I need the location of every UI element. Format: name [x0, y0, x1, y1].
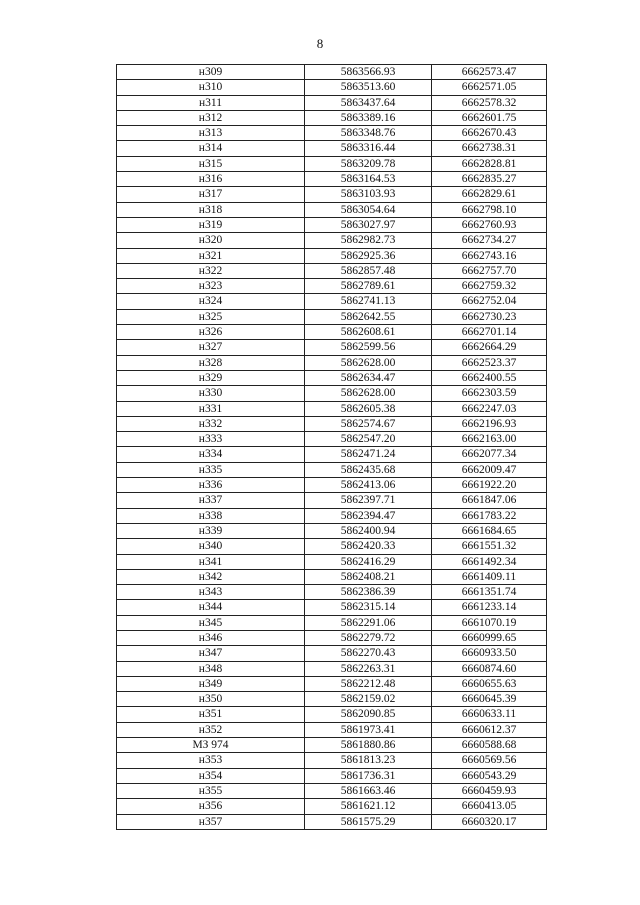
x-coordinate-cell: 5863513.60	[305, 80, 432, 95]
x-coordinate-cell: 5863164.53	[305, 172, 432, 187]
table-row	[117, 569, 547, 584]
y-coordinate-cell: 6662759.32	[432, 279, 547, 294]
y-coordinate-cell: 6662664.29	[432, 340, 547, 355]
table-row	[117, 768, 547, 783]
y-coordinate-cell: 6662400.55	[432, 370, 547, 385]
point-name-cell: н352	[117, 722, 305, 737]
table-row	[117, 676, 547, 691]
x-coordinate-cell: 5861736.31	[305, 768, 432, 783]
x-coordinate-cell: 5862408.21	[305, 569, 432, 584]
y-coordinate-cell: 6661233.14	[432, 600, 547, 615]
x-coordinate-cell: 5862090.85	[305, 707, 432, 722]
point-name-cell: н351	[117, 707, 305, 722]
table-row	[117, 738, 547, 753]
table-row	[117, 600, 547, 615]
x-coordinate-cell: 5862270.43	[305, 646, 432, 661]
table-row	[117, 432, 547, 447]
y-coordinate-cell: 6662303.59	[432, 386, 547, 401]
table-row	[117, 783, 547, 798]
point-name-cell: н324	[117, 294, 305, 309]
table-row	[117, 141, 547, 156]
table-row	[117, 217, 547, 232]
table-row	[117, 65, 547, 80]
y-coordinate-cell: 6660459.93	[432, 783, 547, 798]
table-row	[117, 325, 547, 340]
table-row	[117, 156, 547, 171]
x-coordinate-cell: 5861813.23	[305, 753, 432, 768]
point-name-cell: н312	[117, 110, 305, 125]
x-coordinate-cell: 5862982.73	[305, 233, 432, 248]
x-coordinate-cell: 5863389.16	[305, 110, 432, 125]
x-coordinate-cell: 5862608.61	[305, 325, 432, 340]
y-coordinate-cell: 6660999.65	[432, 630, 547, 645]
y-coordinate-cell: 6661551.32	[432, 539, 547, 554]
table-row	[117, 646, 547, 661]
table-row	[117, 447, 547, 462]
point-name-cell: н346	[117, 630, 305, 645]
y-coordinate-cell: 6661684.65	[432, 523, 547, 538]
point-name-cell: н338	[117, 508, 305, 523]
x-coordinate-cell: 5862605.38	[305, 401, 432, 416]
point-name-cell: н335	[117, 462, 305, 477]
point-name-cell: н326	[117, 325, 305, 340]
x-coordinate-cell: 5862789.61	[305, 279, 432, 294]
point-name-cell: н316	[117, 172, 305, 187]
point-name-cell: н310	[117, 80, 305, 95]
point-name-cell: н334	[117, 447, 305, 462]
y-coordinate-cell: 6661070.19	[432, 615, 547, 630]
y-coordinate-cell: 6662734.27	[432, 233, 547, 248]
x-coordinate-cell: 5862634.47	[305, 370, 432, 385]
point-name-cell: н327	[117, 340, 305, 355]
x-coordinate-cell: 5862159.02	[305, 692, 432, 707]
table-row	[117, 309, 547, 324]
y-coordinate-cell: 6661783.22	[432, 508, 547, 523]
y-coordinate-cell: 6662701.14	[432, 325, 547, 340]
point-name-cell: н319	[117, 217, 305, 232]
x-coordinate-cell: 5862925.36	[305, 248, 432, 263]
y-coordinate-cell: 6660633.11	[432, 707, 547, 722]
point-name-cell: н322	[117, 263, 305, 278]
x-coordinate-cell: 5862547.20	[305, 432, 432, 447]
point-name-cell: МЗ 974	[117, 738, 305, 753]
y-coordinate-cell: 6662752.04	[432, 294, 547, 309]
table-row	[117, 294, 547, 309]
x-coordinate-cell: 5863348.76	[305, 126, 432, 141]
point-name-cell: н341	[117, 554, 305, 569]
y-coordinate-cell: 6661409.11	[432, 569, 547, 584]
point-name-cell: н309	[117, 65, 305, 80]
y-coordinate-cell: 6662829.61	[432, 187, 547, 202]
point-name-cell: н318	[117, 202, 305, 217]
y-coordinate-cell: 6662798.10	[432, 202, 547, 217]
table-row	[117, 585, 547, 600]
x-coordinate-cell: 5863027.97	[305, 217, 432, 232]
x-coordinate-cell: 5863566.93	[305, 65, 432, 80]
table-row	[117, 630, 547, 645]
y-coordinate-cell: 6662738.31	[432, 141, 547, 156]
table-row	[117, 248, 547, 263]
x-coordinate-cell: 5862574.67	[305, 416, 432, 431]
x-coordinate-cell: 5862741.13	[305, 294, 432, 309]
x-coordinate-cell: 5862263.31	[305, 661, 432, 676]
y-coordinate-cell: 6662730.23	[432, 309, 547, 324]
table-row	[117, 554, 547, 569]
point-name-cell: н356	[117, 799, 305, 814]
table-row	[117, 355, 547, 370]
x-coordinate-cell: 5862279.72	[305, 630, 432, 645]
y-coordinate-cell: 6662247.03	[432, 401, 547, 416]
point-name-cell: н357	[117, 814, 305, 829]
point-name-cell: н317	[117, 187, 305, 202]
table-row	[117, 462, 547, 477]
point-name-cell: н350	[117, 692, 305, 707]
point-name-cell: н330	[117, 386, 305, 401]
table-row	[117, 202, 547, 217]
point-name-cell: н353	[117, 753, 305, 768]
table-row	[117, 80, 547, 95]
x-coordinate-cell: 5863209.78	[305, 156, 432, 171]
table-row	[117, 340, 547, 355]
x-coordinate-cell: 5862315.14	[305, 600, 432, 615]
y-coordinate-cell: 6662077.34	[432, 447, 547, 462]
table-row	[117, 615, 547, 630]
x-coordinate-cell: 5862394.47	[305, 508, 432, 523]
x-coordinate-cell: 5862599.56	[305, 340, 432, 355]
table-row	[117, 370, 547, 385]
x-coordinate-cell: 5862386.39	[305, 585, 432, 600]
y-coordinate-cell: 6660543.29	[432, 768, 547, 783]
point-name-cell: н354	[117, 768, 305, 783]
x-coordinate-cell: 5862471.24	[305, 447, 432, 462]
table-row	[117, 523, 547, 538]
x-coordinate-cell: 5862291.06	[305, 615, 432, 630]
y-coordinate-cell: 6661847.06	[432, 493, 547, 508]
x-coordinate-cell: 5863316.44	[305, 141, 432, 156]
y-coordinate-cell: 6661351.74	[432, 585, 547, 600]
table-row	[117, 814, 547, 829]
table-row	[117, 707, 547, 722]
point-name-cell: н355	[117, 783, 305, 798]
y-coordinate-cell: 6662835.27	[432, 172, 547, 187]
y-coordinate-cell: 6660413.05	[432, 799, 547, 814]
x-coordinate-cell: 5861575.29	[305, 814, 432, 829]
table-row	[117, 386, 547, 401]
y-coordinate-cell: 6662009.47	[432, 462, 547, 477]
coordinates-table-body	[117, 65, 547, 830]
point-name-cell: н325	[117, 309, 305, 324]
table-row	[117, 661, 547, 676]
point-name-cell: н328	[117, 355, 305, 370]
point-name-cell: н349	[117, 676, 305, 691]
point-name-cell: н314	[117, 141, 305, 156]
y-coordinate-cell: 6662601.75	[432, 110, 547, 125]
table-row	[117, 279, 547, 294]
x-coordinate-cell: 5862420.33	[305, 539, 432, 554]
x-coordinate-cell: 5862642.55	[305, 309, 432, 324]
table-row	[117, 233, 547, 248]
table-row	[117, 172, 547, 187]
point-name-cell: н336	[117, 478, 305, 493]
y-coordinate-cell: 6661922.20	[432, 478, 547, 493]
table-row	[117, 753, 547, 768]
y-coordinate-cell: 6660933.50	[432, 646, 547, 661]
x-coordinate-cell: 5861663.46	[305, 783, 432, 798]
point-name-cell: н320	[117, 233, 305, 248]
table-row	[117, 126, 547, 141]
y-coordinate-cell: 6662523.37	[432, 355, 547, 370]
y-coordinate-cell: 6660655.63	[432, 676, 547, 691]
table-row	[117, 187, 547, 202]
point-name-cell: н321	[117, 248, 305, 263]
y-coordinate-cell: 6662670.43	[432, 126, 547, 141]
point-name-cell: н337	[117, 493, 305, 508]
x-coordinate-cell: 5863054.64	[305, 202, 432, 217]
x-coordinate-cell: 5862857.48	[305, 263, 432, 278]
x-coordinate-cell: 5863437.64	[305, 95, 432, 110]
point-name-cell: н331	[117, 401, 305, 416]
table-row	[117, 401, 547, 416]
y-coordinate-cell: 6661492.34	[432, 554, 547, 569]
point-name-cell: н339	[117, 523, 305, 538]
y-coordinate-cell: 6662757.70	[432, 263, 547, 278]
x-coordinate-cell: 5862628.00	[305, 355, 432, 370]
y-coordinate-cell: 6660874.60	[432, 661, 547, 676]
point-name-cell: н347	[117, 646, 305, 661]
table-row	[117, 478, 547, 493]
y-coordinate-cell: 6662760.93	[432, 217, 547, 232]
point-name-cell: н345	[117, 615, 305, 630]
table-row	[117, 263, 547, 278]
point-name-cell: н342	[117, 569, 305, 584]
point-name-cell: н340	[117, 539, 305, 554]
y-coordinate-cell: 6662573.47	[432, 65, 547, 80]
x-coordinate-cell: 5861973.41	[305, 722, 432, 737]
x-coordinate-cell: 5861621.12	[305, 799, 432, 814]
x-coordinate-cell: 5862628.00	[305, 386, 432, 401]
table-row	[117, 692, 547, 707]
y-coordinate-cell: 6660612.37	[432, 722, 547, 737]
point-name-cell: н344	[117, 600, 305, 615]
x-coordinate-cell: 5863103.93	[305, 187, 432, 202]
y-coordinate-cell: 6662571.05	[432, 80, 547, 95]
table-row	[117, 722, 547, 737]
table-row	[117, 799, 547, 814]
y-coordinate-cell: 6662828.81	[432, 156, 547, 171]
point-name-cell: н343	[117, 585, 305, 600]
point-name-cell: н323	[117, 279, 305, 294]
point-name-cell: н348	[117, 661, 305, 676]
x-coordinate-cell: 5862435.68	[305, 462, 432, 477]
point-name-cell: н311	[117, 95, 305, 110]
coordinates-table	[116, 64, 547, 830]
y-coordinate-cell: 6662578.32	[432, 95, 547, 110]
table-row	[117, 95, 547, 110]
x-coordinate-cell: 5862212.48	[305, 676, 432, 691]
x-coordinate-cell: 5861880.86	[305, 738, 432, 753]
table-row	[117, 416, 547, 431]
x-coordinate-cell: 5862416.29	[305, 554, 432, 569]
page-number: 8	[316, 36, 324, 51]
y-coordinate-cell: 6662196.93	[432, 416, 547, 431]
x-coordinate-cell: 5862413.06	[305, 478, 432, 493]
point-name-cell: н329	[117, 370, 305, 385]
x-coordinate-cell: 5862397.71	[305, 493, 432, 508]
y-coordinate-cell: 6660320.17	[432, 814, 547, 829]
point-name-cell: н315	[117, 156, 305, 171]
point-name-cell: н313	[117, 126, 305, 141]
table-row	[117, 493, 547, 508]
point-name-cell: н333	[117, 432, 305, 447]
point-name-cell: н332	[117, 416, 305, 431]
y-coordinate-cell: 6660569.56	[432, 753, 547, 768]
y-coordinate-cell: 6662743.16	[432, 248, 547, 263]
table-row	[117, 539, 547, 554]
x-coordinate-cell: 5862400.94	[305, 523, 432, 538]
y-coordinate-cell: 6662163.00	[432, 432, 547, 447]
table-row	[117, 110, 547, 125]
y-coordinate-cell: 6660645.39	[432, 692, 547, 707]
table-row	[117, 508, 547, 523]
y-coordinate-cell: 6660588.68	[432, 738, 547, 753]
